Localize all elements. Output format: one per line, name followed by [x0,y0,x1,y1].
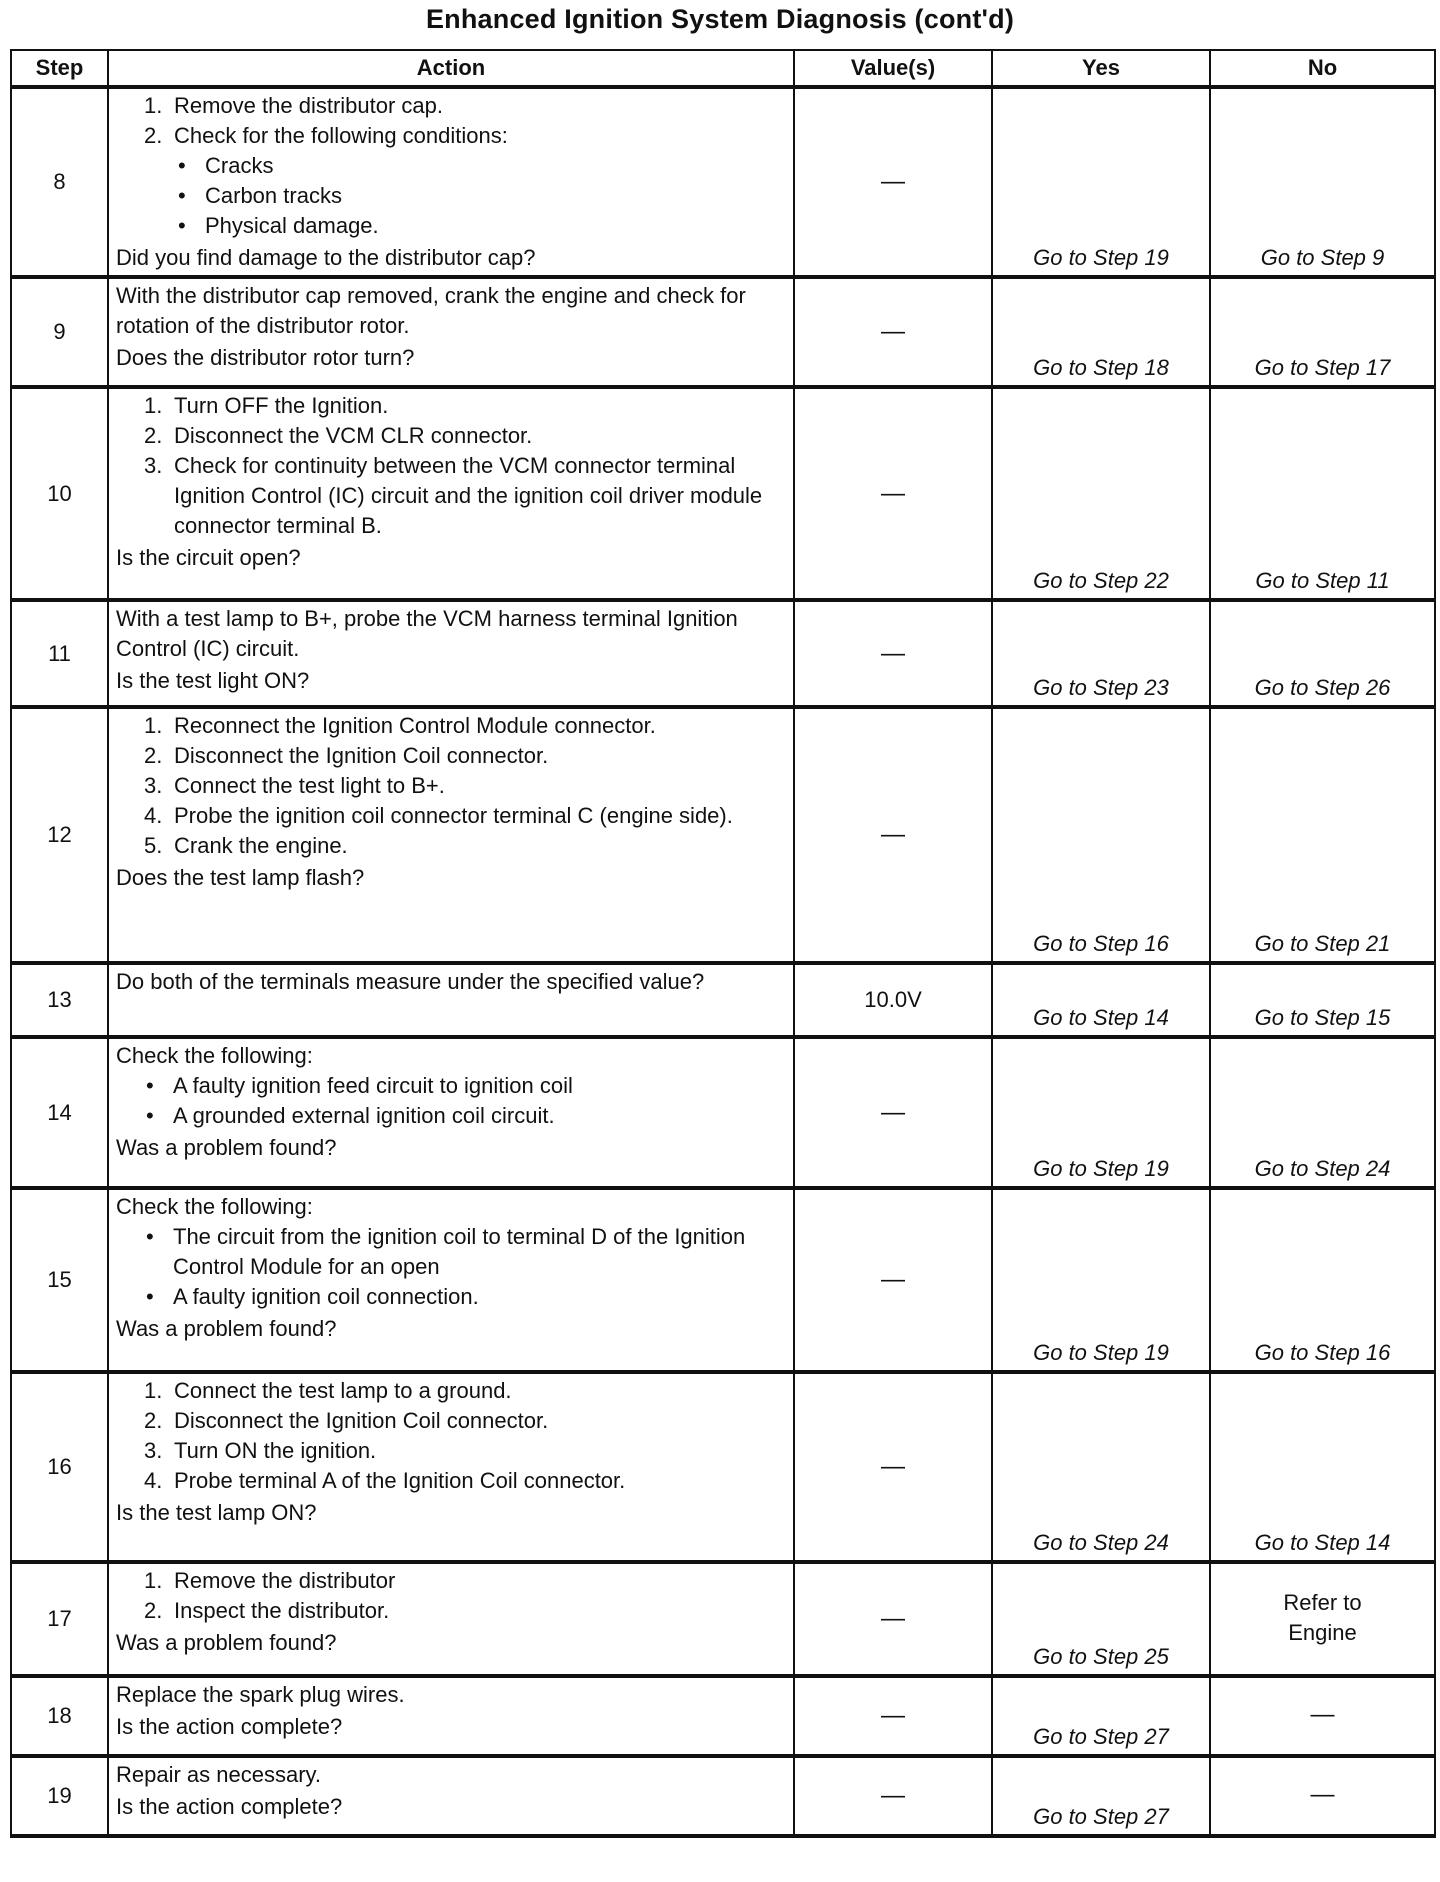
numbered-item [116,391,785,421]
bullet-item [116,1282,785,1312]
no-text: — [1310,1701,1335,1728]
value-cell [794,1037,992,1188]
question-text: Was a problem found? [116,1316,337,1341]
bullet-dot-icon: • [146,1224,154,1249]
bullet-dot-icon: • [146,1073,154,1098]
value-cell [794,387,992,600]
step-number: 8 [11,87,108,277]
item-text: Connect the test light to B+. [174,773,445,798]
yes-cell: Go to Step 24 [992,1372,1210,1562]
no-text: Go to Step 24 [1254,1156,1391,1181]
bullet-text: A grounded external ignition coil circuit. [173,1103,555,1128]
value-cell [794,87,992,277]
table-body [11,87,1435,1836]
numbered-item [116,741,785,771]
value-text: — [881,1453,905,1480]
item-number: 2. [144,123,163,148]
bullet-item [116,1071,785,1101]
item-text: Reconnect the Ignition Control Module connector. [174,713,656,738]
bullet-text: Physical damage. [205,213,379,238]
value-cell [794,600,992,707]
no-cell [1210,707,1435,963]
value-text: — [881,1098,905,1126]
yes-cell: Go to Step 14 [992,963,1210,1037]
numbered-item [116,91,785,121]
yes-cell: Go to Step 19 [992,87,1210,277]
value-text: — [881,479,905,507]
table-row [11,1188,1435,1372]
bullet-text: Carbon tracks [205,183,342,208]
action-cell [108,277,794,387]
no-cell [1210,1676,1435,1756]
no-cell [1210,1188,1435,1372]
yes-cell: Go to Step 16 [992,707,1210,963]
step-number: 9 [11,277,108,387]
value-cell [794,1756,992,1836]
bullet-dot-icon: • [146,1284,154,1309]
value-cell [794,1562,992,1676]
question-text: Does the distributor rotor turn? [116,345,415,370]
item-text: Disconnect the Ignition Coil connector. [174,1408,549,1433]
action-cell [108,387,794,600]
step-number: 11 [11,600,108,707]
numbered-item [116,771,785,801]
numbered-item [116,711,785,741]
table-row [11,387,1435,600]
action-text: With the distributor cap removed, crank the engine and check for rotation of the distributor rotor. [116,283,746,338]
no-cell [1210,277,1435,387]
yes-cell: Go to Step 27 [992,1676,1210,1756]
table-row [11,600,1435,707]
table-row [11,707,1435,963]
no-cell [1210,387,1435,600]
header-step: Step [11,50,108,87]
question-text: Is the test lamp ON? [116,1500,317,1525]
table-row [11,1562,1435,1676]
value-cell [794,963,992,1037]
table-header-row [11,50,1435,87]
numbered-item [116,801,785,831]
diagnosis-table [10,49,1436,1838]
item-number: 2. [144,423,163,448]
no-text: Go to Step 11 [1255,568,1390,593]
action-cell [108,1756,794,1836]
numbered-item [116,1566,785,1596]
action-text: Check the following: [116,1043,313,1068]
step-number: 14 [11,1037,108,1188]
value-cell [794,1188,992,1372]
bullet-item [116,151,785,181]
action-text: Replace the spark plug wires. [116,1682,405,1707]
action-cell [108,1562,794,1676]
step-number: 13 [11,963,108,1037]
item-number: 3. [144,453,163,478]
item-number: 2. [144,743,163,768]
bullet-item [116,211,785,241]
item-text: Check for the following conditions: [174,123,508,148]
item-number: 3. [144,1438,163,1463]
no-cell [1210,1562,1435,1676]
action-text: Do both of the terminals measure under the specified value? [116,969,705,994]
no-text: Refer to Engine [1283,1590,1362,1645]
item-number: 3. [144,773,163,798]
bullet-text: A faulty ignition feed circuit to ignition coil [173,1073,573,1098]
item-number: 1. [144,93,163,118]
bullet-item [116,1222,785,1282]
bullet-item [116,1101,785,1131]
action-cell [108,707,794,963]
item-text: Remove the distributor cap. [174,93,444,118]
question-text: Was a problem found? [116,1630,337,1655]
question-text: Did you find damage to the distributor cap? [116,245,536,270]
item-number: 1. [144,713,163,738]
table-row [11,1037,1435,1188]
item-number: 4. [144,803,163,828]
bullet-dot-icon: • [178,213,186,238]
no-text: Go to Step 9 [1260,245,1385,270]
numbered-item [116,1436,785,1466]
yes-cell: Go to Step 25 [992,1562,1210,1676]
item-number: 1. [144,1378,163,1403]
item-text: Remove the distributor [174,1568,396,1593]
value-cell [794,707,992,963]
no-cell [1210,1037,1435,1188]
value-cell [794,277,992,387]
numbered-item [116,421,785,451]
numbered-item [116,1406,785,1436]
value-text: — [881,1782,905,1809]
numbered-item [116,831,785,861]
header-no: No [1210,50,1435,87]
item-text: Inspect the distributor. [174,1598,390,1623]
value-cell [794,1372,992,1562]
document-title: Enhanced Ignition System Diagnosis (cont'd) [425,4,1015,34]
item-text: Probe terminal A of the Ignition Coil connector. [174,1468,626,1493]
step-number: 16 [11,1372,108,1562]
value-text: — [881,639,905,667]
no-text: Go to Step 15 [1254,1005,1391,1030]
header-yes: Yes [992,50,1210,87]
action-cell [108,1037,794,1188]
item-number: 4. [144,1468,163,1493]
header-action: Action [108,50,794,87]
numbered-item [116,1466,785,1496]
numbered-item [116,1376,785,1406]
item-text: Disconnect the VCM CLR connector. [174,423,533,448]
no-cell [1210,600,1435,707]
value-text: — [881,168,905,195]
no-text: Go to Step 14 [1254,1530,1391,1555]
value-text: — [881,1605,905,1632]
question-text: Is the test light ON? [116,668,310,693]
yes-cell: Go to Step 19 [992,1188,1210,1372]
yes-cell: Go to Step 23 [992,600,1210,707]
item-text: Probe the ignition coil connector terminal C (engine side). [174,803,733,828]
step-number: 10 [11,387,108,600]
yes-cell: Go to Step 22 [992,387,1210,600]
table-row [11,963,1435,1037]
value-text: — [881,1702,905,1729]
step-number: 12 [11,707,108,963]
value-text: 10.0V [864,987,922,1012]
question-text: Was a problem found? [116,1135,337,1160]
action-cell [108,87,794,277]
no-text: Go to Step 21 [1254,931,1391,956]
action-cell [108,600,794,707]
action-text: Check the following: [116,1194,313,1219]
numbered-item [116,451,785,541]
no-text: — [1310,1781,1335,1808]
bullet-text: The circuit from the ignition coil to terminal D of the Ignition Control Module for an open [173,1224,746,1279]
numbered-item [116,121,785,151]
table-row [11,1756,1435,1836]
action-cell [108,1372,794,1562]
action-text: With a test lamp to B+, probe the VCM harness terminal Ignition Control (IC) circuit. [116,606,738,661]
no-text: Go to Step 16 [1254,1340,1391,1365]
bullet-dot-icon: • [178,153,186,178]
step-number: 18 [11,1676,108,1756]
table-row [11,1372,1435,1562]
question-text: Is the action complete? [116,1794,343,1819]
action-text: Repair as necessary. [116,1762,322,1787]
no-cell [1210,963,1435,1037]
action-cell [108,1676,794,1756]
table-row [11,1676,1435,1756]
step-number: 15 [11,1188,108,1372]
question-text: Is the circuit open? [116,545,301,570]
no-cell [1210,1756,1435,1836]
value-cell [794,1676,992,1756]
no-text: Go to Step 26 [1254,675,1391,700]
step-number: 17 [11,1562,108,1676]
value-text: — [881,1266,905,1293]
no-cell [1210,87,1435,277]
question-text: Does the test lamp flash? [116,865,365,890]
item-text: Crank the engine. [174,833,348,858]
bullet-dot-icon: • [178,183,186,208]
bullet-text: Cracks [205,153,274,178]
item-number: 2. [144,1598,163,1623]
value-text: — [881,821,905,848]
item-text: Disconnect the Ignition Coil connector. [174,743,549,768]
item-number: 2. [144,1408,163,1433]
bullet-dot-icon: • [146,1103,154,1128]
action-cell [108,963,794,1037]
yes-cell: Go to Step 27 [992,1756,1210,1836]
yes-cell: Go to Step 18 [992,277,1210,387]
yes-cell: Go to Step 19 [992,1037,1210,1188]
item-number: 5. [144,833,163,858]
question-text: Is the action complete? [116,1714,343,1739]
bullet-item [116,181,785,211]
header-values: Value(s) [794,50,992,87]
item-text: Turn OFF the Ignition. [174,393,389,418]
item-text: Connect the test lamp to a ground. [174,1378,512,1403]
numbered-item [116,1596,785,1626]
bullet-text: A faulty ignition coil connection. [173,1284,479,1309]
action-cell [108,1188,794,1372]
table-row [11,87,1435,277]
no-text: Go to Step 17 [1254,355,1391,380]
value-text: — [881,318,905,345]
item-number: 1. [144,1568,163,1593]
item-text: Turn ON the ignition. [174,1438,377,1463]
table-row [11,277,1435,387]
item-number: 1. [144,393,163,418]
item-text: Check for continuity between the VCM connector terminal Ignition Control (IC) circuit and the ignition coil driver module connector terminal B. [174,453,763,538]
no-cell [1210,1372,1435,1562]
step-number: 19 [11,1756,108,1836]
